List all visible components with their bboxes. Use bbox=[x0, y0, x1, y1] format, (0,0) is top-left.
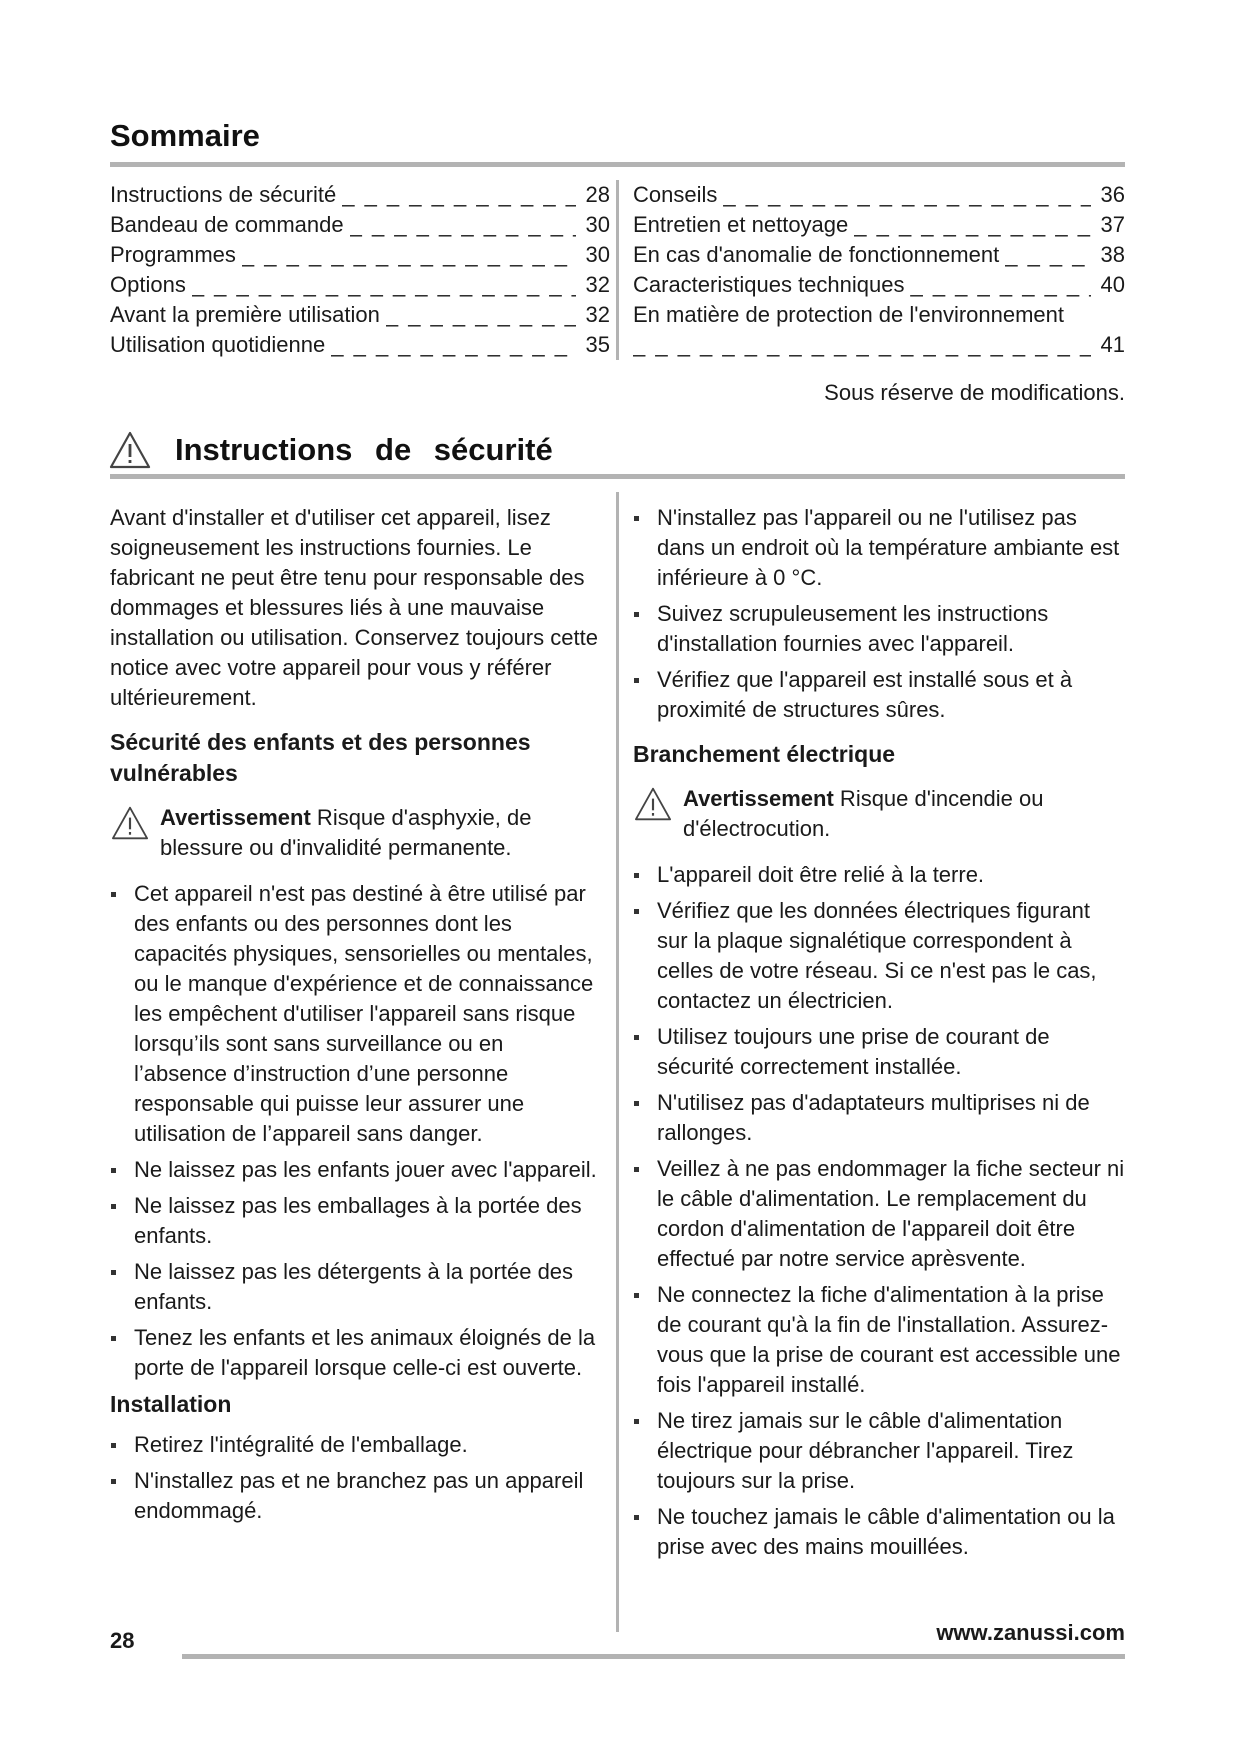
safety-title: Instructions de sécurité bbox=[175, 432, 553, 467]
electrical-warning bbox=[633, 784, 1125, 844]
children-bullet-list bbox=[110, 879, 598, 1383]
list-item: Ne touchez jamais le câble d'alimentation ou la prise avec des mains mouillées. bbox=[633, 1502, 1125, 1562]
toc-entry[interactable]: Conseils _ _ _ 36 bbox=[633, 180, 1125, 210]
list-item: N'installez pas l'appareil ou ne l'utilisez pas dans un endroit où la température ambiante est inférieure à 0 °C. bbox=[633, 503, 1125, 593]
toc-entry[interactable]: Bandeau de commande _ _ _ 30 bbox=[110, 210, 610, 240]
toc-entry[interactable]: Instructions de sécurité _ _ _ 28 bbox=[110, 180, 610, 210]
list-item: Vérifiez que l'appareil est installé sous et à proximité de structures sûres. bbox=[633, 665, 1125, 725]
list-item: Ne laissez pas les emballages à la portée des enfants. bbox=[110, 1191, 598, 1251]
page-number: 28 bbox=[110, 1628, 135, 1653]
list-item: Retirez l'intégralité de l'emballage. bbox=[110, 1430, 598, 1460]
list-item: Ne laissez pas les détergents à la portée des enfants. bbox=[110, 1257, 598, 1317]
electrical-bullet-list bbox=[633, 860, 1125, 1562]
list-item: L'appareil doit être relié à la terre. bbox=[633, 860, 1125, 890]
list-item: Cet appareil n'est pas destiné à être utilisé par des enfants ou des personnes dont les capacités physiques, sensorielles ou mentales, ou le manque d'expérience et de connaissance les empêchent d'utiliser l'appareil sans risque lorsqu’ils sont sans surveillance ou en l’absence d’instruction d’une personne responsable qui puisse leur assurer une utilisation de l’appareil sans danger. bbox=[110, 879, 598, 1149]
list-item: Tenez les enfants et les animaux éloignés de la porte de l'appareil lorsque celle-ci est ouverte. bbox=[110, 1323, 598, 1383]
safety-title-rule bbox=[110, 474, 1125, 479]
toc-entry-continuation[interactable]: _ _ _ 41 bbox=[633, 330, 1125, 360]
toc-entry[interactable]: En cas d'anomalie de fonctionnement _ _ _ 38 bbox=[633, 240, 1125, 270]
warning-text: Risque d'incendie ou d'électrocution. bbox=[683, 786, 1044, 841]
warning-text: Risque d'asphyxie, de blessure ou d'invalidité permanente. bbox=[160, 805, 532, 860]
installation-bullet-list-continued bbox=[633, 503, 1125, 725]
list-item: Utilisez toujours une prise de courant de sécurité correctement installée. bbox=[633, 1022, 1125, 1082]
installation-heading: Installation bbox=[110, 1391, 232, 1417]
safety-intro: Avant d'installer et d'utiliser cet appareil, lisez soigneusement les instructions fournies. Le fabricant ne peut être tenu pour responsable des dommages et blessures liés à une mauvaise installation ou utilisation. Conservez toujours cette notice avec votre appareil pour vous y référer ultérieurement. bbox=[110, 505, 598, 710]
list-item: Suivez scrupuleusement les instructions d'installation fournies avec l'appareil. bbox=[633, 599, 1125, 659]
toc-entry[interactable]: Utilisation quotidienne _ _ _ 35 bbox=[110, 330, 610, 360]
warning-triangle-icon bbox=[110, 805, 150, 841]
warning-triangle-icon bbox=[633, 786, 673, 822]
toc-entry[interactable]: Avant la première utilisation _ _ _ 32 bbox=[110, 300, 610, 330]
safety-left-column bbox=[110, 503, 598, 1532]
warning-label: Avertissement bbox=[160, 805, 311, 830]
toc-column-divider bbox=[616, 180, 619, 360]
list-item: Vérifiez que les données électriques figurant sur la plaque signalétique correspondent à celles de votre réseau. Si ce n'est pas le cas, contactez un électricien. bbox=[633, 896, 1125, 1016]
warning-label: Avertissement bbox=[683, 786, 834, 811]
children-safety-heading: Sécurité des enfants et des personnes vulnérables bbox=[110, 729, 531, 786]
website-link[interactable]: www.zanussi.com bbox=[936, 1620, 1125, 1645]
toc-right-column bbox=[633, 180, 1125, 360]
toc-entry[interactable]: En matière de protection de l'environnement bbox=[633, 302, 1065, 327]
toc-title: Sommaire bbox=[110, 118, 260, 153]
safety-column-divider bbox=[616, 492, 619, 1632]
list-item: Ne tirez jamais sur le câble d'alimentation électrique pour débrancher l'appareil. Tirez toujours sur la prise. bbox=[633, 1406, 1125, 1496]
electrical-heading: Branchement électrique bbox=[633, 741, 896, 767]
list-item: N'installez pas et ne branchez pas un appareil endommagé. bbox=[110, 1466, 598, 1526]
toc-entry[interactable]: Entretien et nettoyage _ _ _ 37 bbox=[633, 210, 1125, 240]
toc-entry[interactable]: Caracteristiques techniques _ _ _ 40 bbox=[633, 270, 1125, 300]
modification-note: Sous réserve de modifications. bbox=[824, 380, 1125, 405]
list-item: Veillez à ne pas endommager la fiche secteur ni le câble d'alimentation. Le remplacement du cordon d'alimentation de l'appareil doit être effectué par notre service aprèsvente. bbox=[633, 1154, 1125, 1274]
list-item: Ne connectez la fiche d'alimentation à la prise de courant qu'à la fin de l'installation. Assurez-vous que la prise de courant est accessible une fois l'appareil installé. bbox=[633, 1280, 1125, 1400]
installation-bullet-list bbox=[110, 1430, 598, 1526]
footer-rule bbox=[182, 1654, 1125, 1659]
toc-entry[interactable]: Programmes _ _ _ 30 bbox=[110, 240, 610, 270]
children-warning bbox=[110, 803, 598, 863]
toc-entry[interactable]: Options _ _ _ 32 bbox=[110, 270, 610, 300]
toc-title-rule bbox=[110, 162, 1125, 167]
safety-right-column bbox=[633, 503, 1125, 1568]
list-item: N'utilisez pas d'adaptateurs multiprises ni de rallonges. bbox=[633, 1088, 1125, 1148]
toc-left-column bbox=[110, 180, 610, 360]
list-item: Ne laissez pas les enfants jouer avec l'appareil. bbox=[110, 1155, 598, 1185]
warning-triangle-icon bbox=[108, 430, 152, 470]
